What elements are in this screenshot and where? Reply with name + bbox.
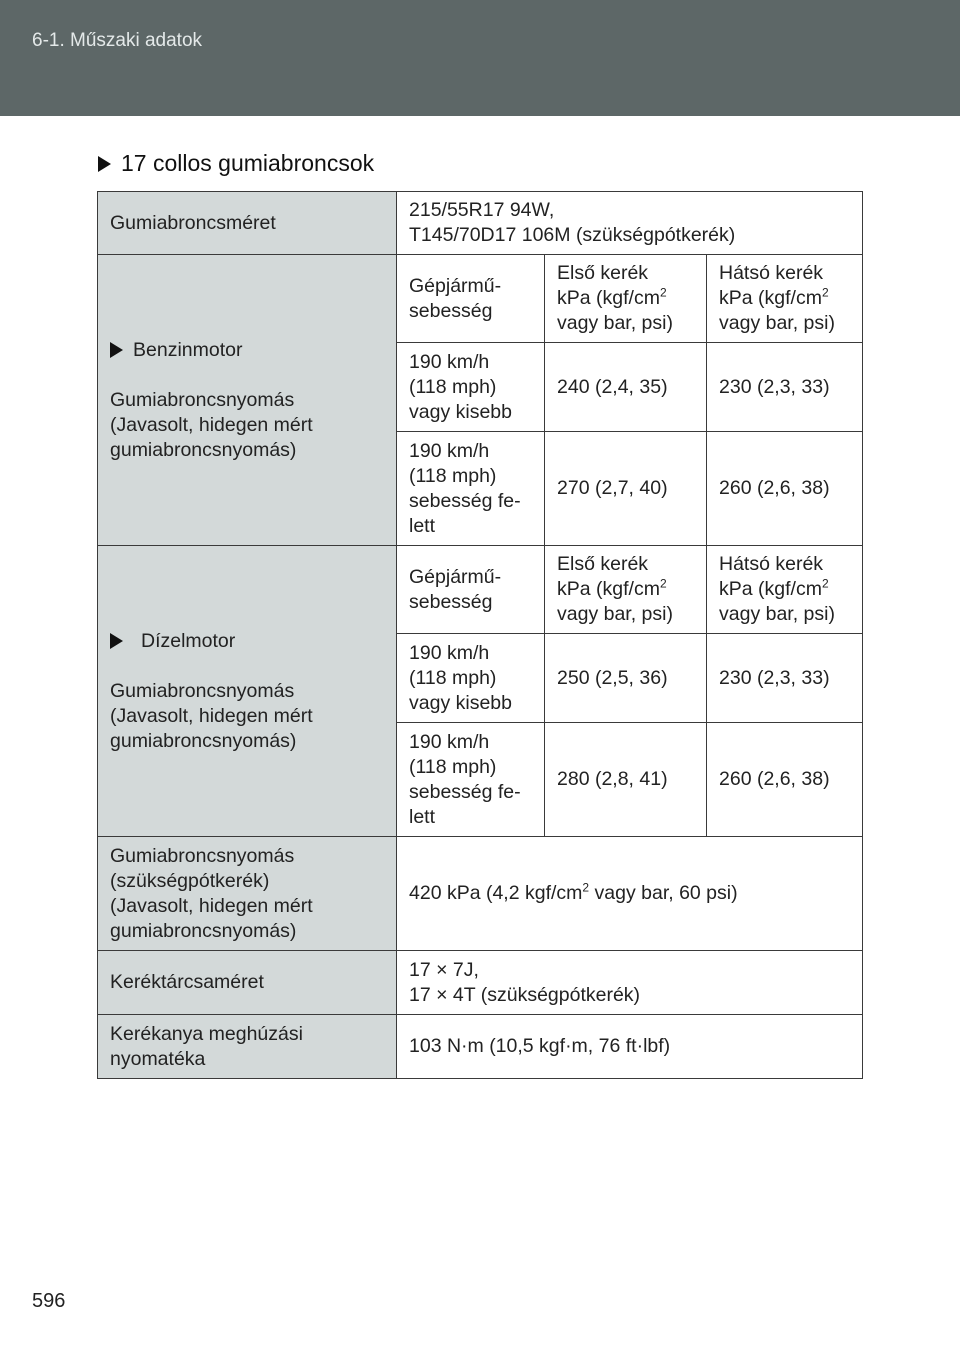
triangle-right-icon	[110, 633, 123, 649]
header-band	[0, 0, 960, 116]
diesel-group-label: Dízelmotor Gumiabroncsnyomás (Javasolt, hidegen mért gumiabroncsnyomás)	[98, 546, 397, 837]
section-title: 6-1. Műszaki adatok	[32, 30, 203, 51]
engine-name: Dízelmotor	[141, 629, 236, 652]
rear-pressure-cell: 260 (2,6, 38)	[707, 723, 863, 837]
spare-pressure-label: Gumiabroncsnyomás (szükségpótkerék) (Javasolt, hidegen mért gumiabroncsnyomás)	[98, 837, 397, 951]
tire-size-value: 215/55R17 94W, T145/70D17 106M (szükségpótkerék)	[397, 192, 863, 255]
rear-pressure-cell: 260 (2,6, 38)	[707, 432, 863, 546]
rim-size-value: 17 × 7J, 17 × 4T (szükségpótkerék)	[397, 951, 863, 1015]
front-pressure-cell: 280 (2,8, 41)	[545, 723, 707, 837]
table-row	[98, 951, 863, 1015]
col-header-rear: Hátsó kerék kPa ($kgf/cm^2$ vagy bar, psi)	[707, 546, 863, 634]
spare-pressure-value: 420 kPa (4,2 kgf/$cm^2$ vagy bar, 60 psi)	[397, 837, 863, 951]
section-heading	[98, 150, 374, 177]
tire-spec-table	[97, 191, 863, 1079]
table-row	[98, 837, 863, 951]
rear-pressure-cell: 230 (2,3, 33)	[707, 634, 863, 723]
col-header-front: Első kerék kPa ($kgf/cm^2$ vagy bar, psi)	[545, 546, 707, 634]
tire-size-label: Gumiabroncsméret	[98, 192, 397, 255]
table-row	[98, 1015, 863, 1079]
front-pressure-cell: 240 (2,4, 35)	[545, 343, 707, 432]
col-header-speed: Gépjármű- sebesség	[397, 255, 545, 343]
table-row	[98, 192, 863, 255]
table-row	[98, 546, 863, 634]
lug-torque-label: Kerékanya meghúzási nyomatéka	[98, 1015, 397, 1079]
front-pressure-cell: 250 (2,5, 36)	[545, 634, 707, 723]
speed-cell: 190 km/h (118 mph) vagy kisebb	[397, 343, 545, 432]
lug-torque-value: 103 N·m (10,5 kgf·m, 76 ft·lbf)	[397, 1015, 863, 1079]
speed-cell: 190 km/h (118 mph) sebesség fe- lett	[397, 723, 545, 837]
col-header-front: Első kerék kPa ($kgf/cm^2$ vagy bar, psi)	[545, 255, 707, 343]
front-pressure-cell: 270 (2,7, 40)	[545, 432, 707, 546]
speed-cell: 190 km/h (118 mph) sebesség fe- lett	[397, 432, 545, 546]
gasoline-group-label: Benzinmotor Gumiabroncsnyomás (Javasolt, hidegen mért gumiabroncsnyomás)	[98, 255, 397, 546]
col-header-speed: Gépjármű- sebesség	[397, 546, 545, 634]
speed-cell: 190 km/h (118 mph) vagy kisebb	[397, 634, 545, 723]
triangle-right-icon	[110, 342, 123, 358]
table-row	[98, 255, 863, 343]
col-header-rear: Hátsó kerék kPa ($kgf/cm^2$ vagy bar, psi)	[707, 255, 863, 343]
engine-name: Benzinmotor	[133, 338, 243, 361]
section-heading-text: 17 collos gumiabroncsok	[121, 150, 375, 176]
rim-size-label: Keréktárcsaméret	[98, 951, 397, 1015]
triangle-right-icon	[98, 156, 111, 172]
rear-pressure-cell: 230 (2,3, 33)	[707, 343, 863, 432]
page-number: 596	[32, 1290, 66, 1312]
